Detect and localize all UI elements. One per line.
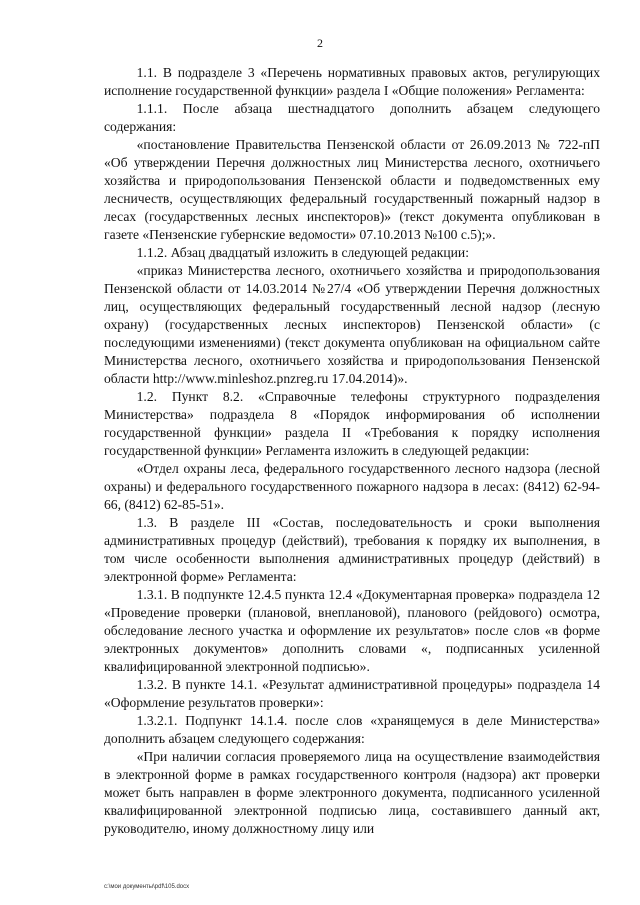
- page-number: 2: [317, 36, 323, 50]
- paragraph-quote-resolution: «постановление Правительства Пензенской области от 26.09.2013 № 722-пП «Об утверждении Перечня должностных лиц Министерства лесного, охотничьего хозяйства и природопользования Пензенской области и подведомственных ему лесничеств, осуществляющих федеральный государственный пожарный надзор в лесах (государственных лесных инспекторов)» (текст документа опубликован в газете «Пензенские губернские ведомости» 07.10.2013 №100 с.5);».: [104, 137, 600, 242]
- footer-file-path: c:\мои документы\pdf\105.docx: [104, 884, 190, 890]
- paragraph-1-1: 1.1. В подразделе 3 «Перечень нормативных правовых актов, регулирующих исполнение государственной функции» раздела I «Общие положения» Регламента:: [104, 65, 600, 98]
- paragraph-1-3: 1.3. В разделе III «Состав, последовательность и сроки выполнения административных процедур (действий), требования к порядку их выполнения, в том числе особенности выполнения административных процедур (действий) в электронной форме» Регламента:: [104, 515, 600, 584]
- paragraph-1-3-2: 1.3.2. В пункте 14.1. «Результат административной процедуры» подраздела 14 «Оформление результатов проверки»:: [104, 677, 600, 710]
- paragraph-quote-order: «приказ Министерства лесного, охотничьего хозяйства и природопользования Пензенской области от 14.03.2014 №27/4 «Об утверждении Перечня должностных лиц, осуществляющих федеральный государственный лесной надзор (лесную охрану) (государственных лесных инспекторов) Пензенской области» (с последующими изменениями) (текст документа опубликован на официальном сайте Министерства лесного, охотничьего хозяйства и природопользования Пензенской области http://www.minleshoz.pnzreg.ru 17.04.2014)».: [104, 263, 600, 386]
- paragraph-1-3-1: 1.3.1. В подпункте 12.4.5 пункта 12.4 «Документарная проверка» подраздела 12 «Проведение проверки (плановой, внеплановой), планового (рейдового) осмотра, обследование лесного участка и оформление их результатов» после слов «в форме электронных документов» дополнить словами «, подписанных усиленной квалифицированной электронной подписью».: [104, 587, 600, 674]
- paragraph-1-1-1: 1.1.1. После абзаца шестнадцатого дополнить абзацем следующего содержания:: [104, 101, 600, 134]
- paragraph-1-1-2: 1.1.2. Абзац двадцатый изложить в следующей редакции:: [136, 245, 469, 260]
- paragraph-1-3-2-1: 1.3.2.1. Подпункт 14.1.4. после слов «хранящемуся в деле Министерства» дополнить абзацем следующего содержания:: [104, 713, 600, 746]
- paragraph-quote-phones: «Отдел охраны леса, федерального государственного лесного надзора (лесной охраны) и федерального государственного пожарного надзора в лесах: (8412) 62-94-66, (8412) 62-85-51».: [104, 461, 600, 512]
- paragraph-quote-consent: «При наличии согласия проверяемого лица на осуществление взаимодействия в электронной форме в рамках государственного контроля (надзора) акт проверки может быть направлен в форме электронного документа, подписанного усиленной квалифицированной электронной подписью лица, составившего данный акт, руководителю, иному должностному лицу или: [104, 749, 600, 836]
- paragraph-1-2: 1.2. Пункт 8.2. «Справочные телефоны структурного подразделения Министерства» подраздела 8 «Порядок информирования об исполнении государственной функции» раздела II «Требования к порядку исполнения государственной функции» Регламента изложить в следующей редакции:: [104, 389, 600, 458]
- document-body: [104, 64, 600, 838]
